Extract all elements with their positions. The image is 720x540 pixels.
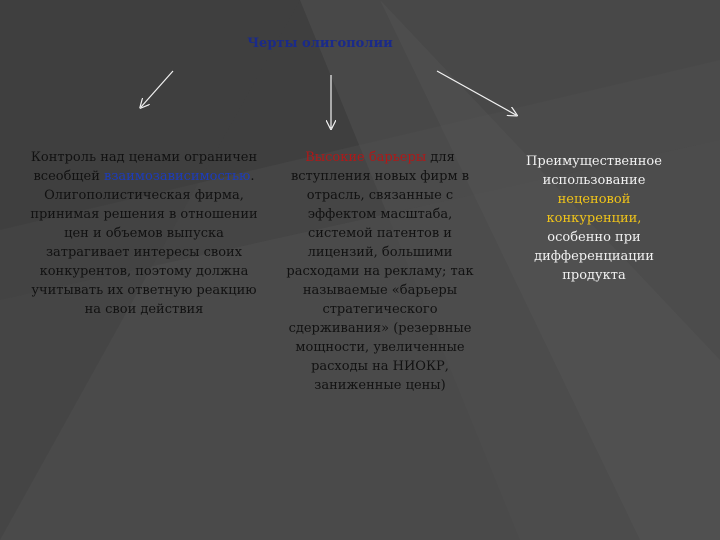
right-text-part2: особенно при дифференциации продукта	[534, 230, 654, 283]
middle-text-part1: для вступления новых фирм в отрасль, связанные с эффектом масштаба, системой патентов и лицензий, большими расходами на рекламу; так называемые «барьеры стратегического сдерживания» (резервные мощности, увеличенные расходы на НИОКР, заниженные цены)	[286, 150, 474, 393]
left-text-part1: Контроль над ценами ограничен всеобщей	[30, 150, 258, 184]
left-text-part2: . Олигополистическая фирма, принимая решения в отношении цен и объемов выпуска затрагивает интересы своих конкурентов, поэтому должна учитывать их ответную реакцию на свои действия	[30, 169, 258, 317]
right-text-part1: Преимущественное использование	[526, 154, 662, 188]
middle-column-text	[274, 148, 486, 395]
arrow-right	[437, 71, 516, 115]
arrow-left	[141, 71, 173, 107]
right-highlight: неценовой конкуренции,	[546, 192, 642, 226]
left-highlight: взаимозависимостью	[104, 169, 251, 184]
right-column-text	[516, 152, 672, 285]
middle-highlight: Высокие барьеры	[305, 150, 427, 165]
left-column-text	[26, 148, 262, 319]
slide-title: Черты олигополии	[247, 36, 393, 51]
